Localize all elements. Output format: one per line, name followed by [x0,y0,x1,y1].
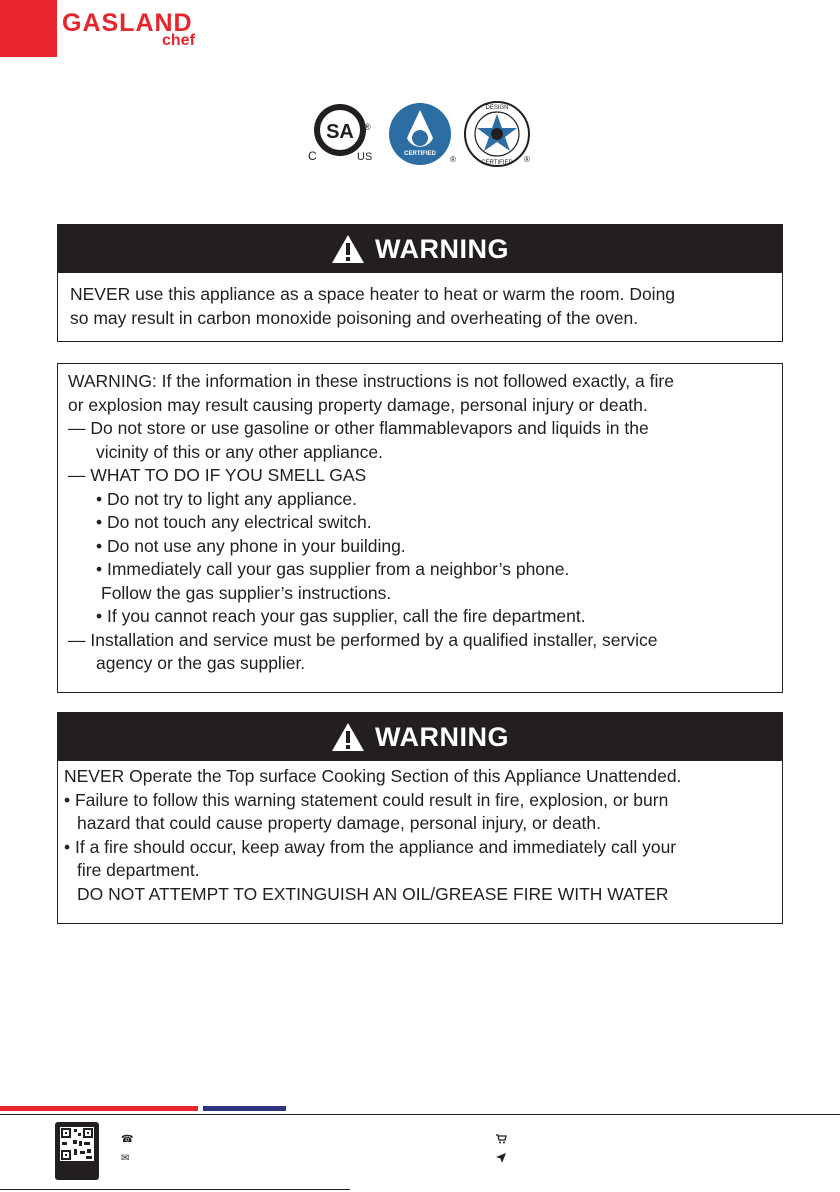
design-top-text: DESIGN [485,105,509,111]
warning-line: DO NOT ATTEMPT TO EXTINGUISH AN OIL/GREASE FIRE WITH WATER [77,883,669,904]
footer-blue-bar [203,1106,286,1111]
footer-divider [0,1114,840,1115]
warning-line: so may result in carbon monoxide poisoning and overheating of the oven. [70,307,639,328]
csa-left-text: C [308,149,317,163]
warning-triangle-icon [331,234,365,264]
gas-warning-line: — Installation and service must be performed by a qualified installer, service [68,629,658,650]
warning-line: NEVER use this appliance as a space heater to heat or warm the room. Doing [70,284,676,304]
warning-triangle-icon [331,722,365,752]
mail-icon: ✉ [121,1153,130,1164]
flame-certified-text: CERTIFIED [404,151,436,157]
design-certified-star-icon [465,102,530,166]
gas-warning-bullet: • Immediately call your gas supplier from a neighbor’s phone. [96,559,570,579]
phone-icon: ☎ [121,1134,134,1145]
gas-warning-bullet: • Do not try to light any appliance. [96,488,357,509]
warning-title: WARNING [375,721,509,752]
gas-warning-line: or explosion may result causing property damage, personal injury or death. [68,394,648,415]
warning-line: NEVER Operate the Top surface Cooking Section of this Appliance Unattended. [64,766,682,786]
warning-line: hazard that could cause property damage, personal injury, or death. [77,813,602,833]
footer-red-bar [0,1106,198,1111]
gas-warning-bullet: • Do not use any phone in your building. [96,535,406,556]
flame-certified-icon [389,103,456,165]
warning-line: fire department. [77,860,200,880]
warning-body [58,761,782,906]
gas-warning-line: — WHAT TO DO IF YOU SMELL GAS [68,465,367,485]
gas-warning-body [58,364,782,676]
warning-header [58,713,782,761]
gas-warning-line: WARNING: If the information in these instructions is not followed exactly, a fire [68,371,674,391]
header-red-tab [0,0,57,57]
gas-warning-line: Follow the gas supplier’s instructions. [101,582,392,603]
gas-warning-line: — Do not store or use gasoline or other flammablevapors and liquids in the [68,418,649,438]
csa-right-text: US [357,151,373,163]
gasland-chef-logo [62,10,212,52]
gas-warning-bullet: • If you cannot reach your gas supplier, call the fire department. [96,606,586,626]
certification-logos [305,100,535,170]
warning-title: WARNING [375,233,509,264]
warning-line: • If a fire should occur, keep away from the appliance and immediately call your [64,836,677,857]
qr-code-pattern [60,1127,94,1161]
location-arrow-icon [496,1153,506,1167]
csa-mark-text: SA [326,121,354,143]
qr-code[interactable] [55,1122,99,1180]
design-bottom-text: CERTIFIED [481,160,513,166]
warning-box-gas-smell [57,363,783,693]
csa-registered: ® [364,122,371,132]
bottom-edge-line [0,1189,350,1190]
warning-header [58,225,782,273]
warning-box-space-heater [57,224,783,342]
gas-warning-line: agency or the gas supplier. [96,653,306,673]
warning-box-unattended [57,712,783,924]
flame-registered: ® [450,155,456,164]
gas-warning-bullet: • Do not touch any electrical switch. [96,512,372,532]
logo-brand-name: GASLAND [62,9,193,37]
gas-warning-line: vicinity of this or any other appliance. [96,441,383,462]
csa-mark-icon [308,104,372,163]
warning-line: • Failure to follow this warning statement could result in fire, explosion, or burn [64,789,669,810]
design-registered: ® [524,155,530,164]
warning-body [58,273,782,330]
logo-sub-name: chef [162,32,195,49]
cart-icon [496,1134,507,1148]
